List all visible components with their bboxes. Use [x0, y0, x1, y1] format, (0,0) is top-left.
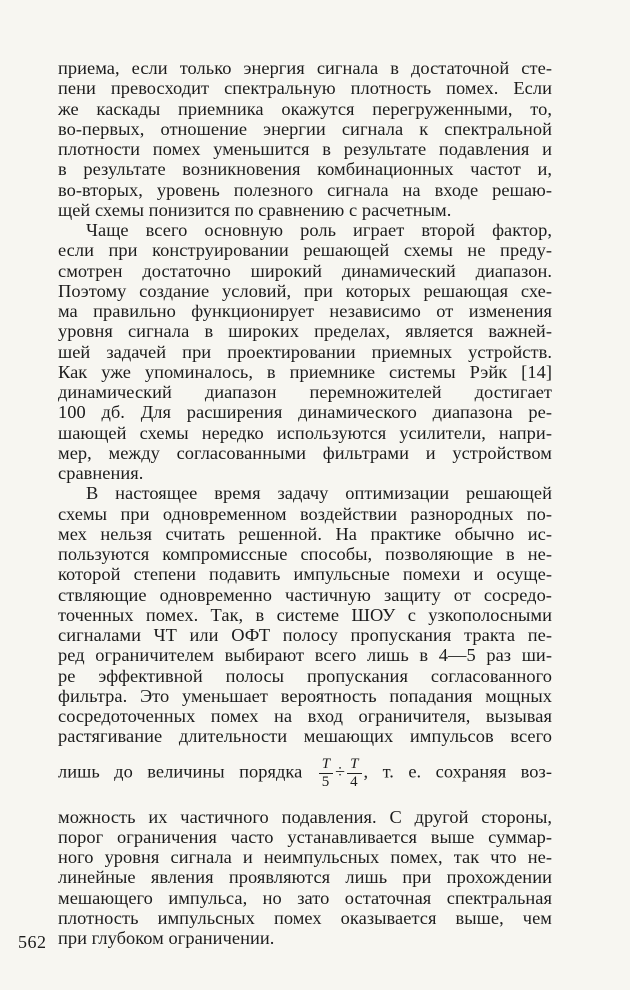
text-line: динамический диапазон перемножителей достигает [58, 382, 552, 402]
text-line: растягивание длительности мешающих импульсов всего [58, 726, 552, 747]
text-line: пользуются компромиссные способы, позволяющие в не- [58, 544, 552, 564]
text-line: мешающего импульса, но зато остаточная спектральная [58, 887, 552, 908]
text-line: Чаще всего основную роль играет второй фактор, [86, 220, 552, 240]
text-line: схемы при одновременном воздействии разнородных по- [58, 503, 552, 524]
text-line: шающей схемы нередко используются усилители, напри- [58, 422, 552, 443]
text-line: уровня сигнала в широких пределах, является важней- [58, 321, 552, 342]
text-line: сосредоточенных помех на вход ограничителя, вызывая [58, 706, 552, 726]
text-line: сигналами ЧТ или ОФТ полосу пропускания тракта пе- [58, 625, 552, 645]
text-line: во-вторых, уровень полезного сигнала на входе решаю- [58, 179, 552, 200]
text-line: ма правильно функционирует независимо от изменения [58, 301, 552, 321]
text-line: точенных помех. Так, в системе ШОУ с узкополосными [58, 604, 552, 625]
text-line: В настоящее время задачу оптимизации решающей [86, 483, 552, 504]
fraction-numerator: T [347, 756, 361, 774]
text-line: ре эффективной полосы пропускания согласованного [58, 665, 552, 686]
text-line: ствляющие одновременно частичную защиту от сосредо- [58, 584, 552, 605]
text-line: 100 дб. Для расширения динамического диапазона ре- [58, 402, 552, 423]
text-line: во-первых, отношение энергии сигнала к спектральной [58, 118, 552, 139]
fraction-denominator: 5 [321, 773, 330, 790]
text-line: смотрен достаточно широкий динамический диапазон. [58, 260, 552, 281]
fraction-numerator: T [319, 756, 333, 774]
text-line: плотность импульсных помех оказывается выше, чем [58, 907, 552, 928]
fraction-t-over-4 [347, 756, 361, 791]
text-line: пени превосходит спектральную плотность помех. Если [58, 78, 552, 99]
text-line: Как уже упоминалось, в приемнике системы Рэйк [14] [58, 361, 552, 382]
text-line: сравнения. [58, 463, 144, 483]
fraction-denominator: 4 [350, 773, 358, 790]
text-line: мер, между согласованными фильтрами и устройством [58, 442, 552, 463]
text-line: шей задачей при проектировании приемных устройств. [58, 341, 552, 362]
text-line: можность их частичного подавления. С другой стороны, [58, 806, 552, 827]
division-operator: ÷ [335, 761, 346, 782]
formula-line [58, 747, 552, 807]
formula-text-after: , т. е. сохраняя воз- [363, 761, 552, 782]
body-text [58, 58, 552, 948]
text-line: которой степени подавить импульсные помехи и осуще- [58, 564, 552, 585]
text-line: если при конструировании решающей схемы не преду- [58, 240, 552, 261]
text-line: ред ограничителем выбирают всего лишь в 4—5 раз ши- [58, 645, 552, 666]
text-line: ного уровня сигнала и неимпульсных помех, так что не- [58, 847, 552, 867]
formula-text-before: лишь до величины порядка [58, 761, 303, 782]
text-line: же каскады приемника окажутся перегруженными, то, [58, 98, 552, 119]
text-line: в результате возникновения комбинационных частот и, [58, 159, 552, 180]
text-line: плотности помех уменьшится в результате подавления и [58, 139, 552, 159]
text-line: порог ограничения часто устанавливается выше суммар- [58, 826, 552, 847]
text-line: щей схемы понизится по сравнению с расчетным. [58, 199, 452, 220]
text-line: фильтра. Это уменьшает вероятность попадания мощных [58, 685, 552, 706]
page-number: 562 [18, 932, 47, 952]
text-line: приема, если только энергия сигнала в достаточной сте- [58, 58, 552, 78]
text-line: при глубоком ограничении. [58, 928, 275, 948]
fraction-t-over-5 [319, 756, 333, 791]
text-line: мех нельзя считать решенной. На практике обычно ис- [58, 523, 552, 544]
text-line: линейные явления проявляются лишь при прохождении [58, 867, 552, 888]
text-line: Поэтому создание условий, при которых решающая схе- [58, 280, 552, 301]
